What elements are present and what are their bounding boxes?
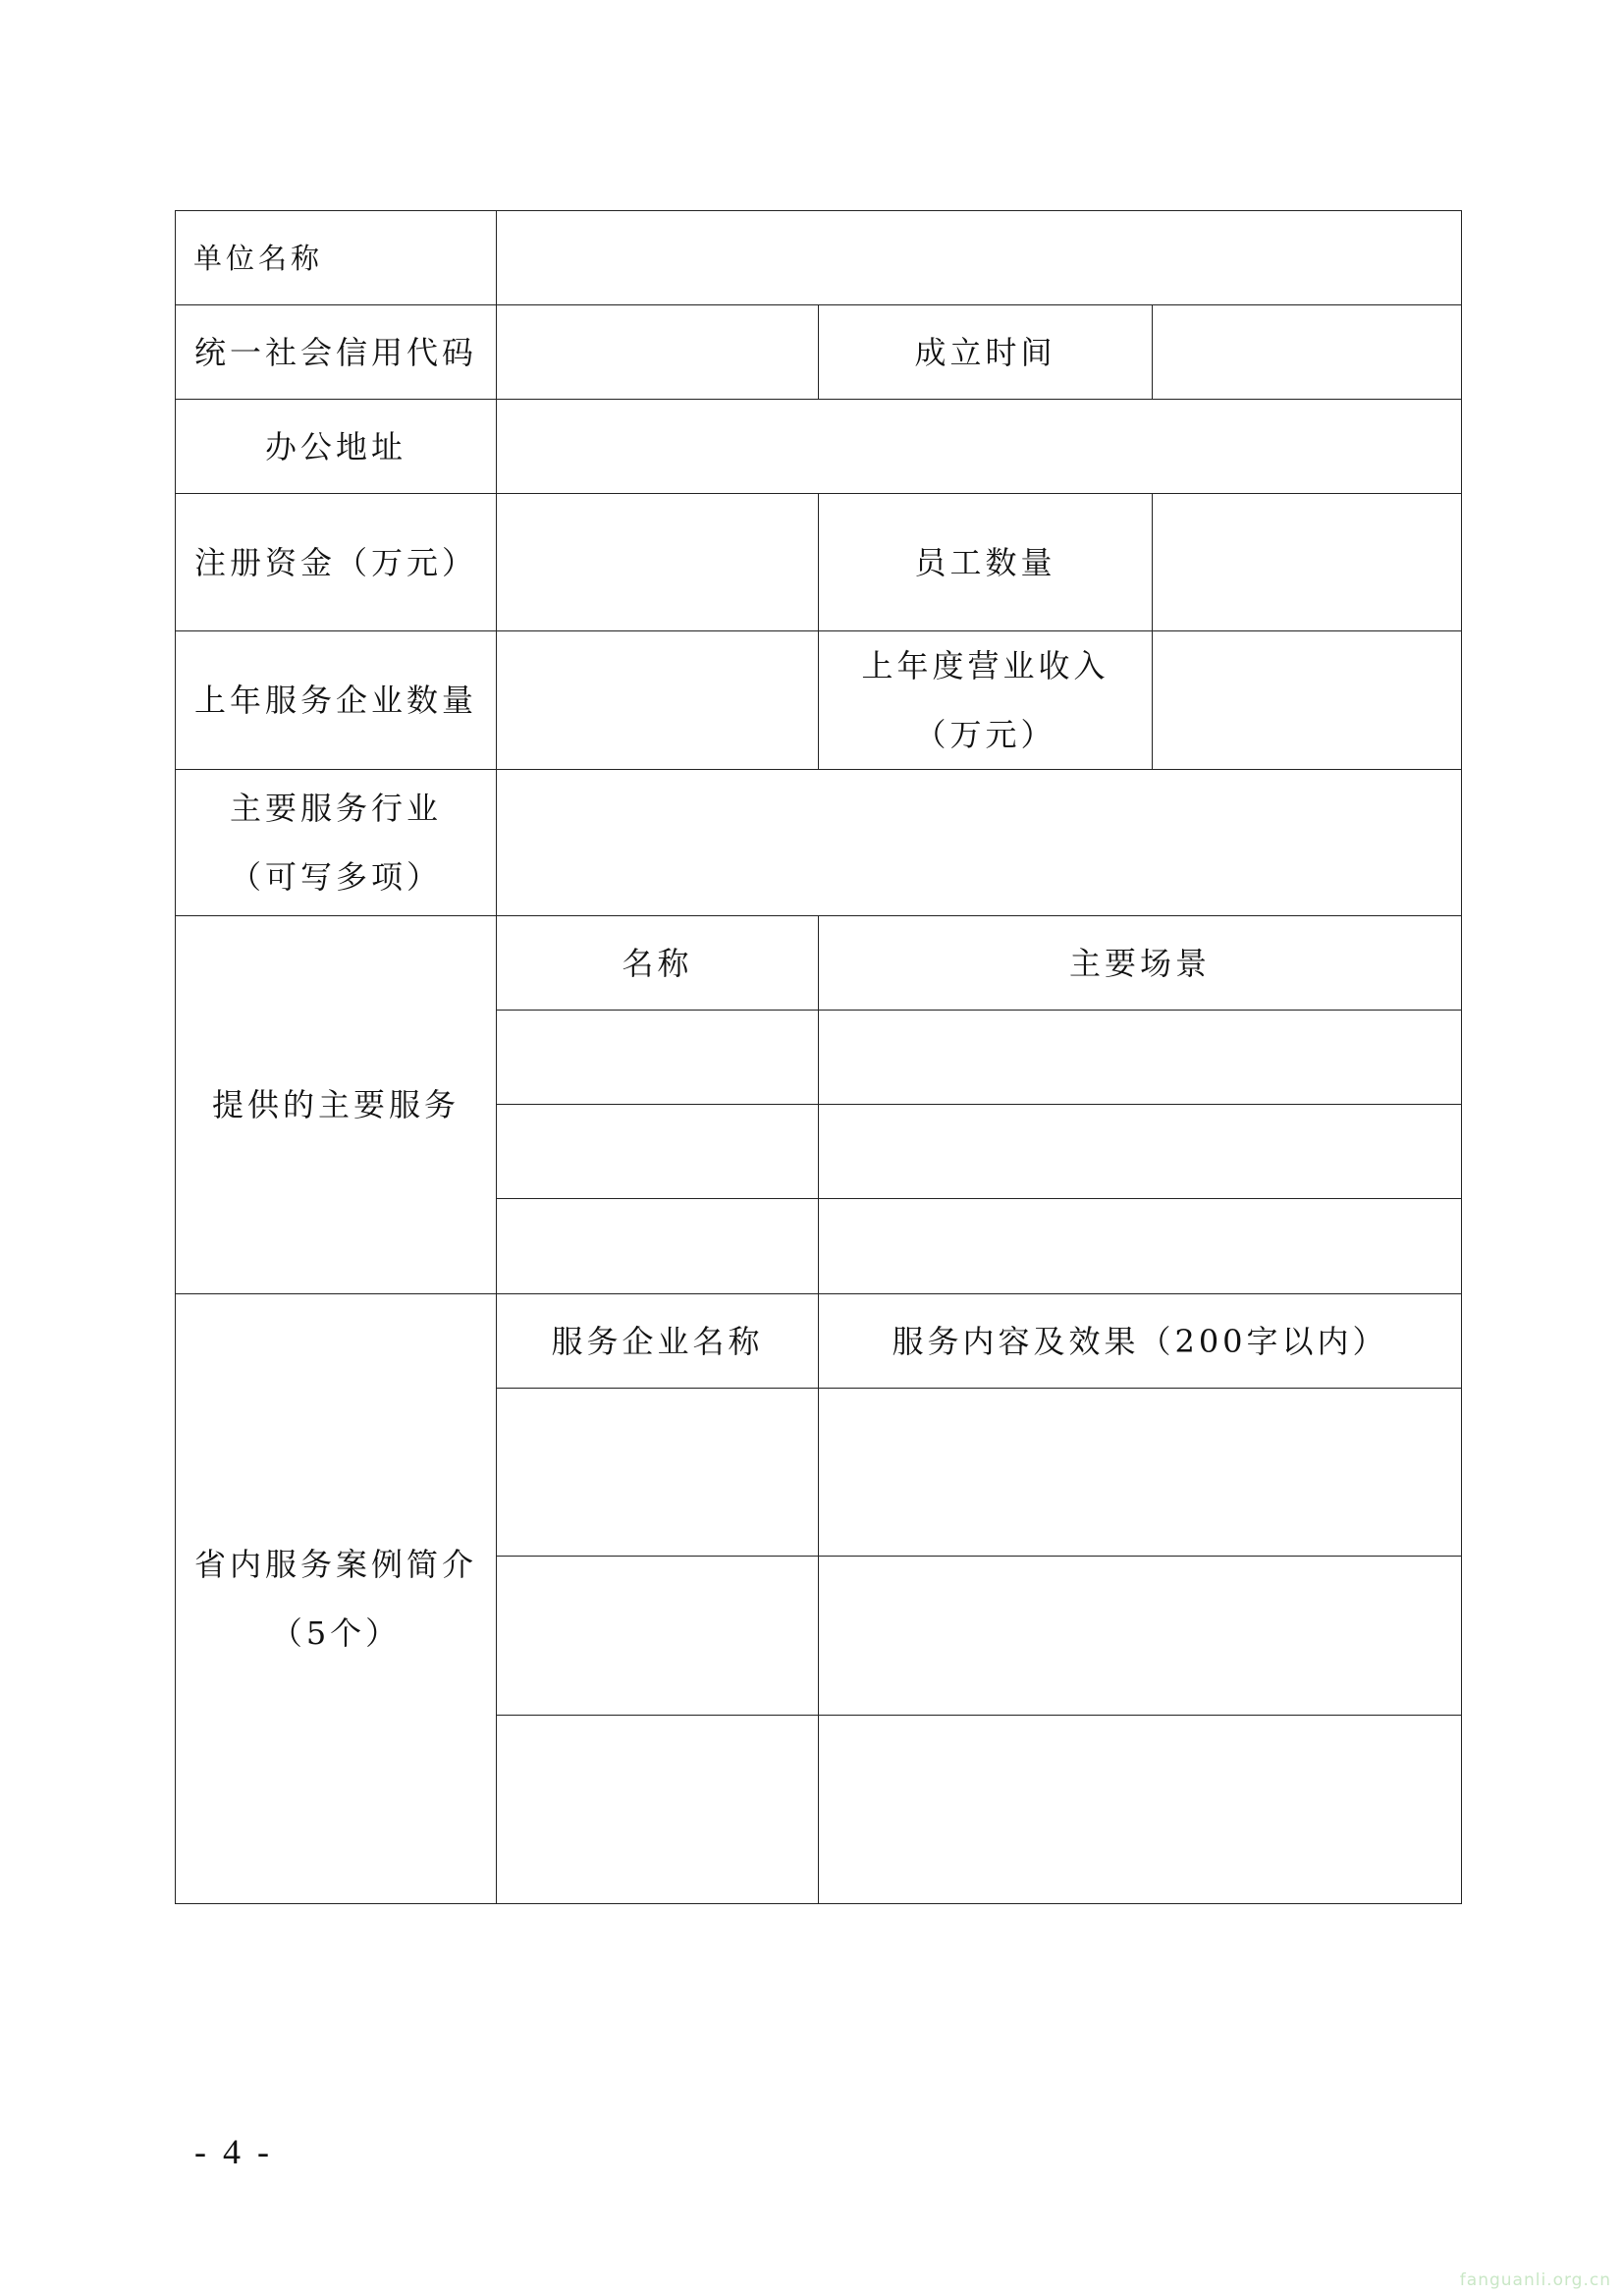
services-scene-header: 主要场景 (819, 916, 1462, 1011)
cases-label-line1: 省内服务案例简介 (193, 1546, 477, 1583)
case-content-field[interactable] (819, 1389, 1462, 1557)
row-served-revenue (176, 631, 1462, 770)
unit-name-field[interactable] (497, 211, 1462, 305)
service-name-field[interactable] (497, 1105, 819, 1199)
office-address-label: 办公地址 (176, 400, 497, 494)
case-company-field[interactable] (497, 1716, 819, 1904)
page-number: - 4 - (194, 2132, 273, 2171)
revenue-field[interactable] (1153, 631, 1462, 770)
case-company-field[interactable] (497, 1389, 819, 1557)
case-company-field[interactable] (497, 1557, 819, 1716)
service-scene-field[interactable] (819, 1011, 1462, 1105)
credit-code-label: 统一社会信用代码 (176, 305, 497, 400)
revenue-label (819, 631, 1153, 770)
main-industries-label-line2: （可写多项） (229, 858, 442, 896)
employee-count-field[interactable] (1153, 494, 1462, 631)
row-unit-name (176, 211, 1462, 305)
registered-capital-field[interactable] (497, 494, 819, 631)
served-companies-field[interactable] (497, 631, 819, 770)
cases-label (176, 1294, 497, 1904)
unit-name-label: 单位名称 (176, 211, 497, 305)
services-name-header: 名称 (497, 916, 819, 1011)
row-credit-code (176, 305, 1462, 400)
cases-label-line2: （5个） (270, 1614, 402, 1652)
revenue-label-line1: 上年度营业收入 (861, 647, 1109, 684)
service-name-field[interactable] (497, 1199, 819, 1294)
row-capital (176, 494, 1462, 631)
case-content-field[interactable] (819, 1716, 1462, 1904)
main-industries-field[interactable] (497, 770, 1462, 916)
employee-count-label: 员工数量 (819, 494, 1153, 631)
case-content-field[interactable] (819, 1557, 1462, 1716)
served-companies-label: 上年服务企业数量 (176, 631, 497, 770)
application-form-table (175, 210, 1462, 1904)
registered-capital-label: 注册资金（万元） (176, 494, 497, 631)
main-industries-label-line1: 主要服务行业 (229, 790, 442, 827)
established-field[interactable] (1153, 305, 1462, 400)
row-services-header (176, 916, 1462, 1011)
watermark-text: fanguanli.org.cn (1459, 2270, 1611, 2290)
revenue-label-line2: （万元） (914, 716, 1056, 753)
cases-company-header: 服务企业名称 (497, 1294, 819, 1389)
credit-code-field[interactable] (497, 305, 819, 400)
main-industries-label (176, 770, 497, 916)
service-name-field[interactable] (497, 1011, 819, 1105)
service-scene-field[interactable] (819, 1105, 1462, 1199)
office-address-field[interactable] (497, 400, 1462, 494)
main-services-label: 提供的主要服务 (176, 916, 497, 1294)
cases-content-header: 服务内容及效果（200字以内） (819, 1294, 1462, 1389)
service-scene-field[interactable] (819, 1199, 1462, 1294)
row-cases-header (176, 1294, 1462, 1389)
row-main-industries (176, 770, 1462, 916)
row-office-address (176, 400, 1462, 494)
established-label: 成立时间 (819, 305, 1153, 400)
